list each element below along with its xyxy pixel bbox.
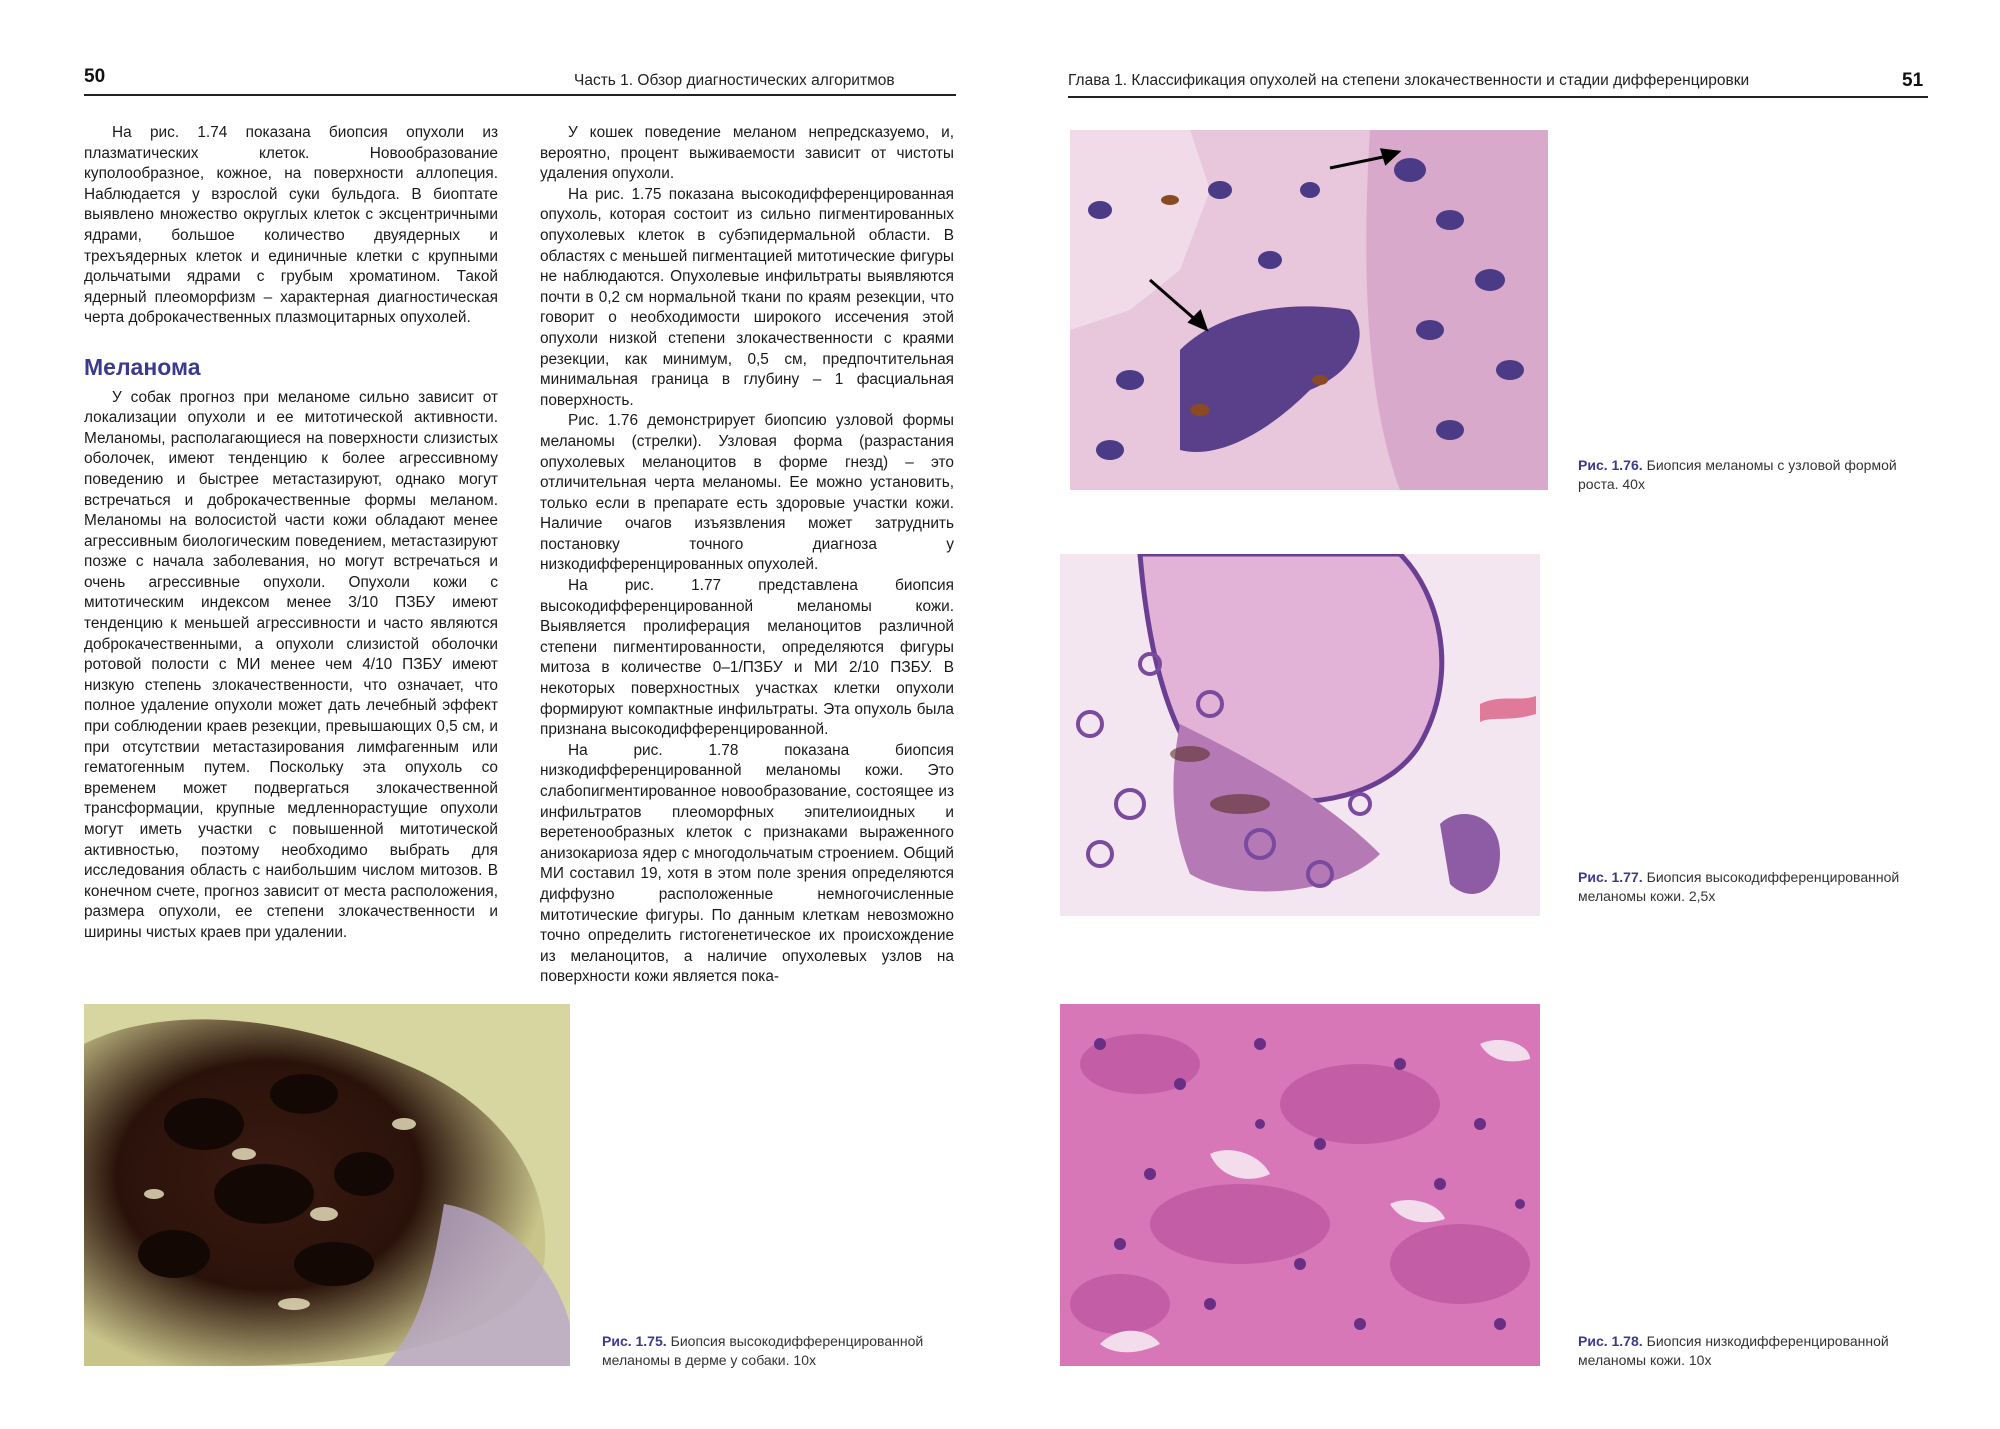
left-column-2 xyxy=(540,123,954,988)
paragraph: На рис. 1.75 показана высокодифференцированная опухоль, которая состоит из сильно пигментированных опухолевых клеток в субэпидермальной области. В областях с меньшей пигментацией митотические фигуры не наблюдаются. Опухолевые инфильтраты выявляются почти в 0,2 см нормальной ткани по краям резекции, что говорит о необходимости широкого иссечения этой опухоли низкой степени злокачественности с краями резекции, как минимум, 0,5 см, предпочтительная минимальная граница в глубину – 1 фасциальная поверхность. xyxy=(540,185,954,409)
paragraph: На рис. 1.77 представлена биопсия высокодифференцированной меланомы кожи. Выявляется пролиферация меланоцитов различной степени пигментированности, определяются фигуры митоза в количестве 0–1/ПЗБУ и МИ 2/10 ПЗБУ. В некоторых поверхностных участках клетки опухоли формируют компактные инфильтраты. Эта опухоль была признана высокодифференцированной. xyxy=(540,577,954,739)
figure-1-78-caption-text: Биопсия низкодифференцированной меланомы кожи. 10х xyxy=(1578,1333,1889,1368)
right-running-head: Глава 1. Классификация опухолей на степени злокачественности и стадии дифференцировки xyxy=(1068,72,1750,89)
left-column-1 xyxy=(84,123,498,944)
right-header-rule xyxy=(1068,96,1928,98)
figure-1-77-image xyxy=(1060,554,1540,916)
figure-1-77-caption xyxy=(1578,868,1928,905)
figure-1-78-image xyxy=(1060,1004,1540,1366)
figure-1-78-label: Рис. 1.78. xyxy=(1578,1333,1643,1349)
paragraph: У кошек поведение меланом непредсказуемо, и, вероятно, процент выживаемости зависит от чистоты удаления опухоли. xyxy=(540,124,954,183)
paragraph: Рис. 1.76 демонстрирует биопсию узловой формы меланомы (стрелки). Узловая форма (разрастания опухолевых меланоцитов в форме гнезд) – это отличительная черта меланомы. Ее можно установить, только если в препарате есть здоровые участки кожи. Наличие очагов изъязвления может затруднить постановку точного диагноза у низкодифференцированных опухолей. xyxy=(540,412,954,574)
left-header-rule xyxy=(84,94,956,96)
section-title: Меланома xyxy=(84,353,201,380)
figure-1-76-caption xyxy=(1578,456,1928,493)
right-page-number: 51 xyxy=(1902,70,1924,91)
figure-1-75-caption xyxy=(602,1332,942,1369)
figure-1-75-label: Рис. 1.75. xyxy=(602,1333,667,1349)
figure-1-78-caption xyxy=(1578,1332,1928,1369)
paragraph: На рис. 1.78 показана биопсия низкодифференцированной меланомы кожи. Это слабопигментированное новообразование, состоящее из инфильтратов плеоморфных эпителиоидных и веретенообразных клеток с признаками выраженного анизокариоза ядер с многодольчатым строением. Общий МИ составил 19, хотя в этом поле зрения определяются диффузно расположенные немногочисленные митотические фигуры. По данным клеткам невозможно точно определить гистогенетическое их происхождение из меланоцитов, а наличие опухолевых узлов на поверхности кожи является пока- xyxy=(540,741,954,986)
left-page-number: 50 xyxy=(84,66,106,87)
paragraph: У собак прогноз при меланоме сильно зависит от локализации опухоли и ее митотической активности. Меланомы, располагающиеся на поверхности слизистых оболочек, имеют тенденцию к более агрессивному поведению и быстрее метастазируют, однако могут встречаться и доброкачественные формы меланом. Меланомы на волосистой части кожи обладают менее агрессивным биологическим поведением, метастазируют позже с начала заболевания, но могут встречаться и очень агрессивные опухоли. Опухоли кожи с митотическим индексом менее 3/10 ПЗБУ имеют тенденцию к меньшей агрессивности и часто являются доброкачественными, а опухоли слизистой оболочки ротовой полости с МИ менее чем 4/10 ПЗБУ имеют низкую степень злокачественности, что означает, что полное удаление опухоли может дать лечебный эффект при соблюдении краев резекции, превышающих 0,5 см, и при отсутствии метастазирования лимфагенным или гематогенным путем. Поскольку эта опухоль со временем может подвергаться злокачественной трансформации, крупные медленнорастущие опухоли могут иметь участки с повышенной митотической активностью, поэтому необходимо выбрать для исследования область с наибольшим числом митозов. В конечном счете, прогноз зависит от места расположения, размера опухоли, ее степени злокачественности и ширины чистых краев при удалении. xyxy=(84,388,498,941)
figure-1-77-label: Рис. 1.77. xyxy=(1578,869,1643,885)
figure-1-75-image xyxy=(84,1004,570,1366)
figure-1-75-caption-text: Биопсия высокодифференцированной меланомы в дерме у собаки. 10х xyxy=(602,1333,924,1368)
figure-1-77-caption-text: Биопсия высокодифференцированной меланомы кожи. 2,5х xyxy=(1578,869,1900,904)
paragraph: На рис. 1.74 показана биопсия опухоли из плазматических клеток. Новообразование куполообразное, кожное, на поверхности аллопеция. Наблюдается у взрослой суки бульдога. В биоптате выявлено множество округлых клеток с эксцентричными ядрами, большое количество двуядерных и трехъядерных клеток и единичные клетки с крупными дольчатыми ядрами с грубым хроматином. Такой ядерный плеоморфизм – характерная диагностическая черта доброкачественных плазмоцитарных опухолей. xyxy=(84,124,498,327)
left-running-head: Часть 1. Обзор диагностических алгоритмов xyxy=(574,72,895,89)
figure-1-76-image xyxy=(1070,130,1548,490)
figure-1-76-label: Рис. 1.76. xyxy=(1578,457,1643,473)
figure-1-76-caption-text: Биопсия меланомы с узловой формой роста. 40х xyxy=(1578,457,1897,492)
